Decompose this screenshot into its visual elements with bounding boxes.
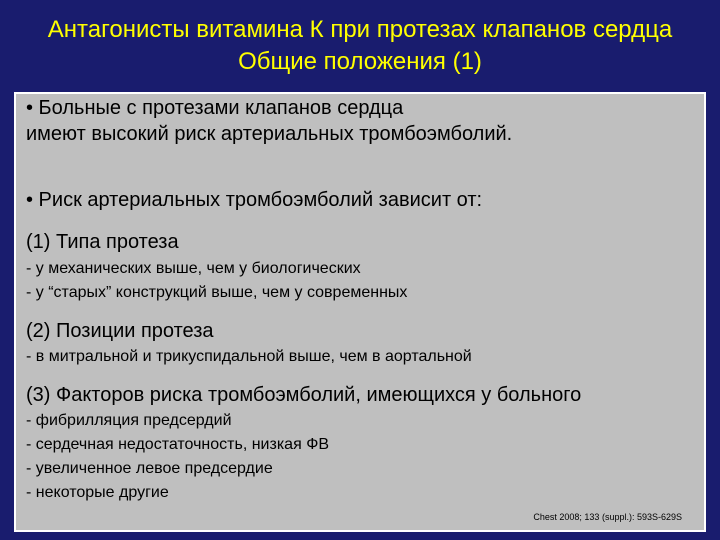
section-3-heading: (3) Факторов риска тромбоэмболий, имеющихся у больного — [26, 384, 582, 406]
section-1-item: - у механических выше, чем у биологических — [26, 260, 361, 277]
section-3-item: - сердечная недостаточность, низкая ФВ — [26, 436, 330, 453]
section-1-item: - у “старых” конструкций выше, чем у современных — [26, 284, 408, 301]
slide-title — [0, 14, 720, 78]
content-box — [14, 92, 706, 532]
section-1-heading: (1) Типа протеза — [26, 231, 179, 253]
section-2-item: - в митральной и трикуспидальной выше, чем в аортальной — [26, 348, 472, 365]
bullet-1-line-1: • Больные с протезами клапанов сердца — [26, 97, 404, 119]
citation: Chest 2008; 133 (suppl.): 593S-629S — [533, 512, 682, 522]
bullet-2: • Риск артериальных тромбоэмболий зависит от: — [26, 189, 483, 211]
section-2-heading: (2) Позиции протеза — [26, 320, 214, 342]
bullet-1-line-2: имеют высокий риск артериальных тромбоэмболий. — [26, 123, 513, 145]
section-3-item: - фибрилляция предсердий — [26, 412, 232, 429]
slide-title-line2: Общие положения (1) — [238, 48, 482, 75]
slide-title-line1: Антагонисты витамина К при протезах клапанов сердца — [47, 16, 673, 43]
section-3-item: - некоторые другие — [26, 484, 169, 501]
section-3-item: - увеличенное левое предсердие — [26, 460, 273, 477]
